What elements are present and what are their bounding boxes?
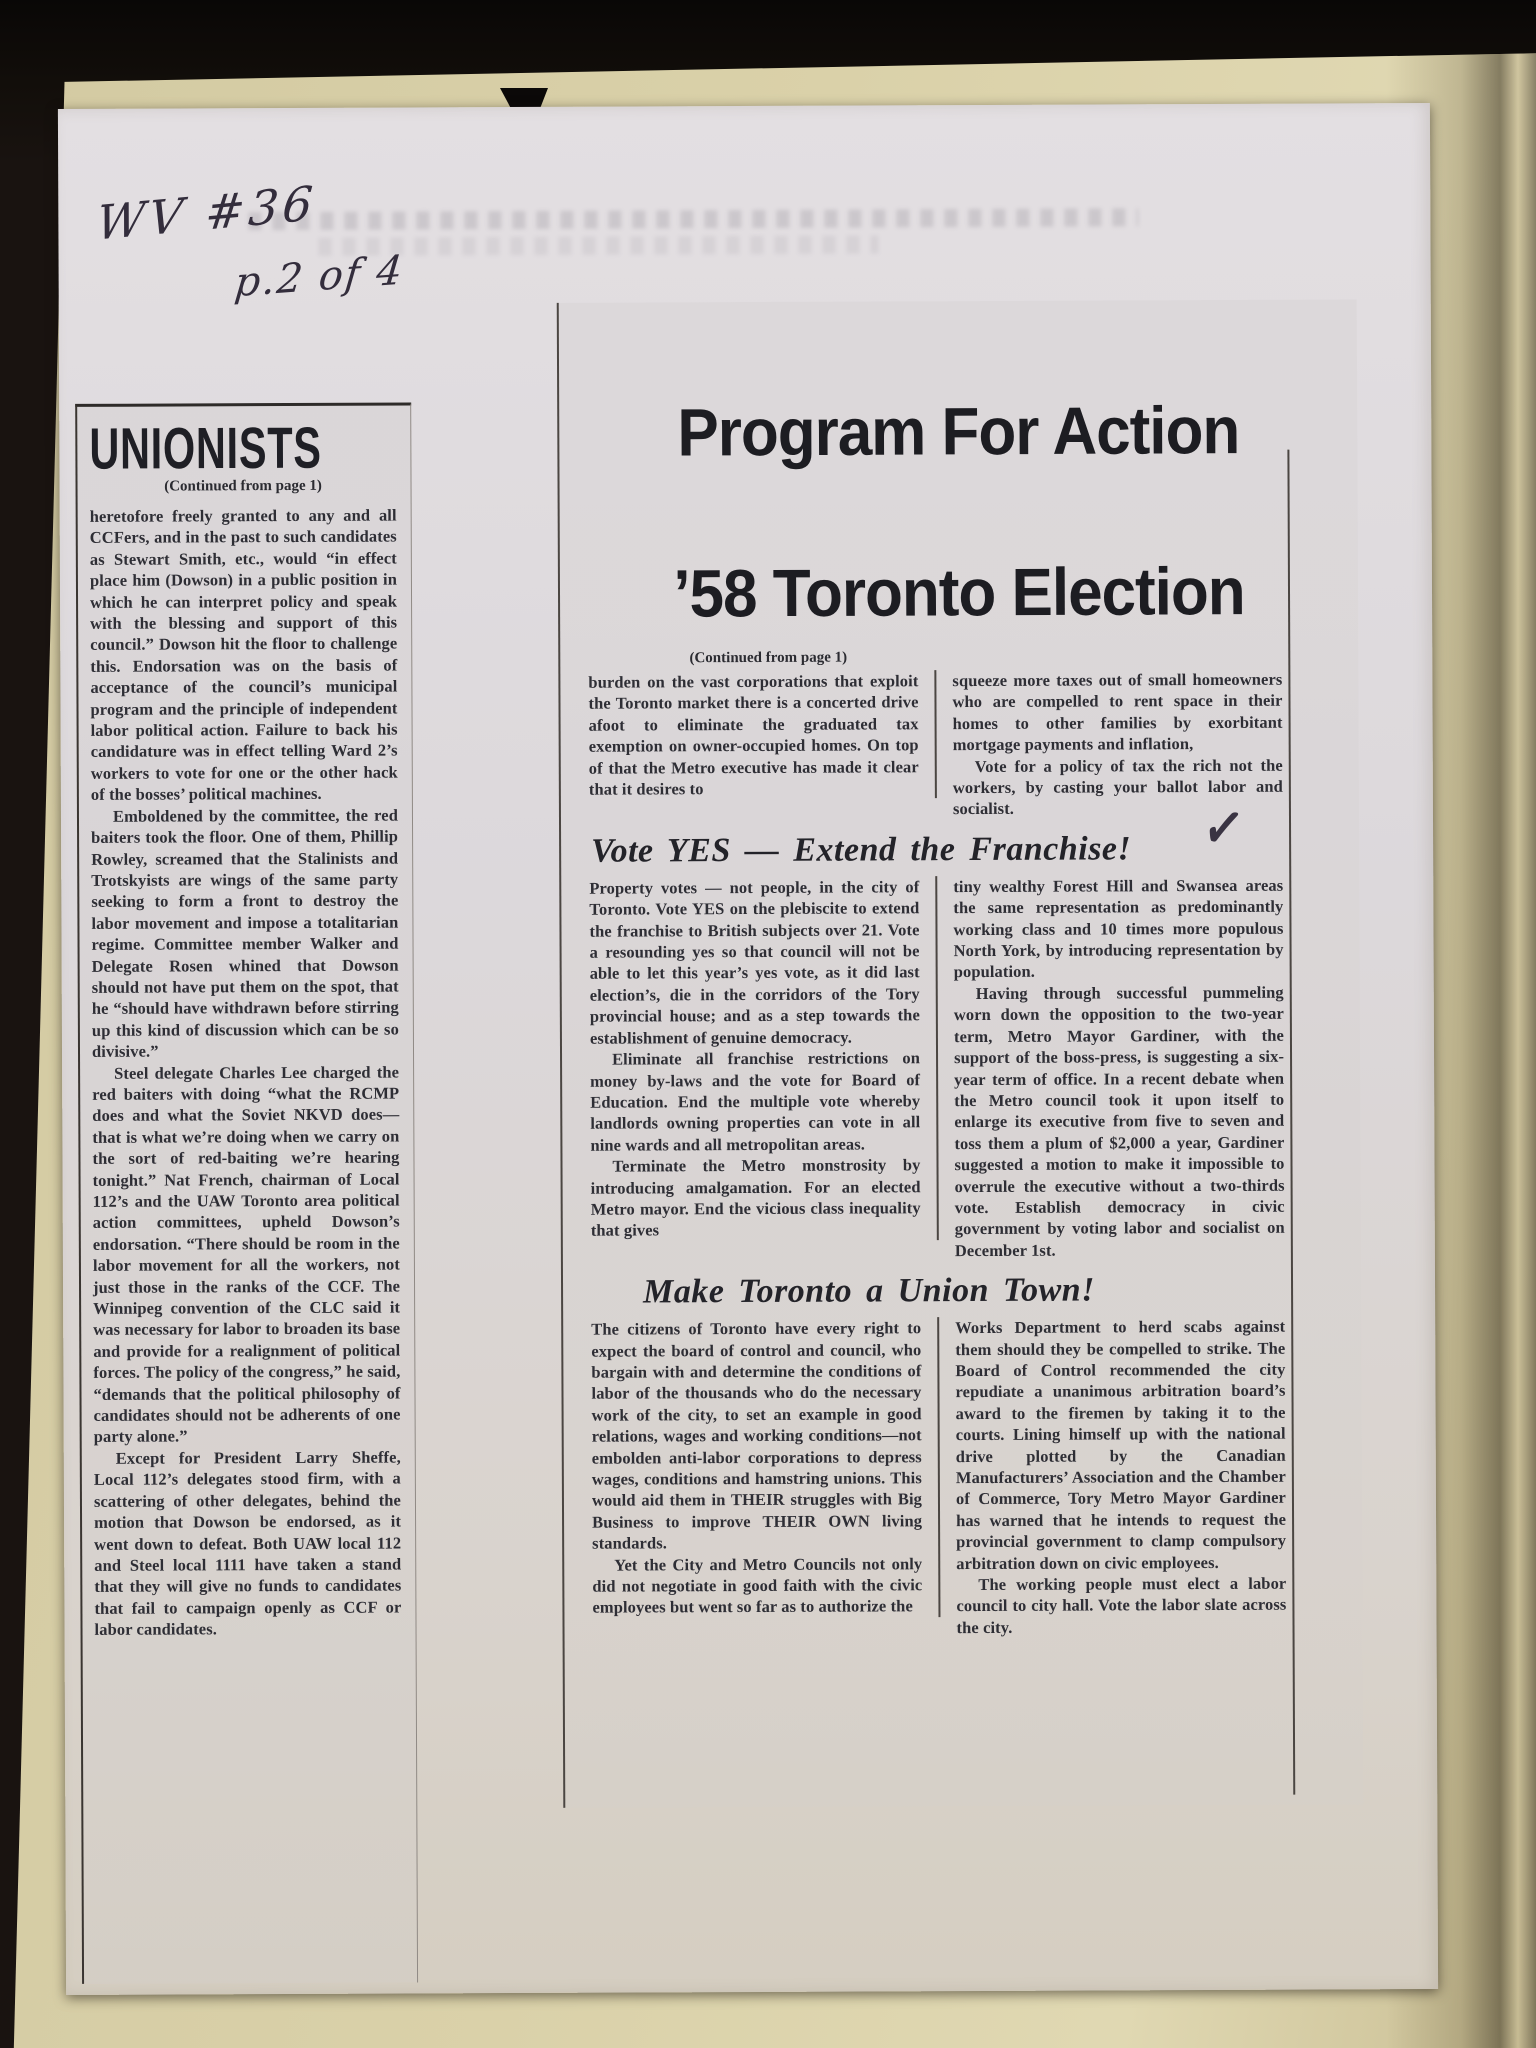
handwritten-checkmark-icon: ✓ xyxy=(1198,793,1249,863)
article-paragraph: heretofore freely granted to any and all CCFers, and in the past to such candidates as Stewart Smith, etc., would “in effect place him (Dowson) in a public position in which he can interpret policy and speak with the blessing and support of this council.” Dowson hit the floor to challenge this. Endorsation was on the basis of acceptance of the council’s municipal program and the principle of independent labor political action. Failure to back his candidature was in effect telling Ward 2’s workers to vote for one or the other hack of the bosses’ political machines. xyxy=(89,505,398,805)
article-paragraph: burden on the vast corporations that exploit the Toronto market there is a concerted drive afoot to eliminate the graduated tax exemption on owner-occupied homes. On top of that the Metro executive has made it clear that it desires to xyxy=(588,671,919,799)
article-paragraph: Terminate the Metro monstrosity by introducing amalgamation. For an elected Metro mayor. End the vicious class inequality that gives xyxy=(590,1155,921,1241)
program-headline-line1: Program For Action xyxy=(677,393,1240,471)
continued-note: (Continued from page 1) xyxy=(689,649,848,667)
subhead-union-town: Make Toronto a Union Town! xyxy=(642,1271,1095,1311)
article-paragraph: The working people must elect a labor council to city hall. Vote the labor slate across the city. xyxy=(956,1573,1287,1637)
article-paragraph: Having through successful pummeling worn down the opposition to the two-year term, Metro Mayor Gardiner, with the support of the boss-press, is suggesting a six-year term of office. In a recent debate when the Metro council took it upon itself to enlarge its executive from five to seven and toss them a plum of $2,000 a year, Gardiner suggested a motion to make it impossible to overrule the executive without a two-thirds vote. Establish democracy in civic government by voting labor and socialist on December 1st. xyxy=(953,982,1285,1260)
article-paragraph: Property votes — not people, in the city of Toronto. Vote YES on the plebiscite to extend the franchise to British subjects over 21. Vote a resounding yes so that council will not be able to let this year’s yes vote, as it did last election’s, die in the corridors of the Tory provincial house; and as a step towards the establishment of genuine democracy. xyxy=(589,877,920,1048)
article-paragraph: Yet the City and Metro Councils not only did not negotiate in good faith with the civic employees but went so far as to authorize the xyxy=(592,1553,923,1618)
article-paragraph: Steel delegate Charles Lee charged the red baiters with doing “what the RCMP does and what the Soviet NKVD does—that is what we’re doing when we carry on the sort of red-baiting we’re hearing tonight.” Nat French, chairman of Local 112’s and the UAW Toronto area political action committees, upheld Dowson’s endorsation. “There should be room in the labor movement for all the workers, not just those in the ranks of the CCF. The Winnipeg convention of the CLC said it was necessary for labor to broaden its base and provide for a realignment of political forces. The policy of the congress,” he said, “demands that the political philosophy of candidates should not be adherents of one party alone.” xyxy=(92,1062,401,1447)
article-paragraph: Except for President Larry Sheffe, Local 112’s delegates stood firm, with a scattering of other delegates, behind the motion that Dowson be endorsed, as it went down to defeat. Both UAW local 112 and Steel local 1111 have taken a stand that they will give no funds to candidates that fail to campaign openly as CCF or labor candidates. xyxy=(93,1447,402,1639)
ink-bleed-through xyxy=(248,208,1138,230)
article-paragraph: squeeze more taxes out of small homeowners who are compelled to rent space in their homes to other families by exorbitant mortgage payments and inflation, xyxy=(952,669,1283,755)
subhead-vote-yes: Vote YES — Extend the Franchise! ✓ xyxy=(591,793,1249,870)
clipping-unionists xyxy=(75,402,418,1983)
section1-column-right xyxy=(937,875,1285,1262)
article-paragraph: The citizens of Toronto have every right to expect the board of control and council, who bargain with and determine the conditions of labor of the thousands who do the necessary work of the city, to set an example in good relations, wages and working conditions—not embolden anti-labor corporations to depress wages, conditions and hamstring unions. This would aid them in THEIR struggles with Big Business to improve THEIR OWN living standards. xyxy=(591,1318,923,1553)
photocopy-sheet xyxy=(58,103,1438,1995)
section2-columns xyxy=(563,1315,1362,1640)
section2-column-left xyxy=(563,1317,940,1618)
article-paragraph: Emboldened by the committee, the red baiters took the floor. One of them, Phillip Rowley, screamed that the Stalinists and Trotskyists are wings of the same party seeking to form a front to destroy the labor movement and impose a totalitarian regime. Committee member Walker and Delegate Rosen whined that Dowson should not have put them on the spot, that he “should have withdrawn before stirring up this kind of discussion which can be so divisive.” xyxy=(91,805,399,1062)
article-paragraph: Works Department to herd scabs against them should they be compelled to strike. The Board of Control recommended the city repudiate a unanimous arbitration board’s award to the firemen by taking it to the courts. Lining himself up with the national drive plotted by the Canadian Manufacturers’ Association and the Chamber of Commerce, Tory Metro Mayor Gardiner has warned that he intends to request the provincial government to clamp compulsory arbitration down on civic employees. xyxy=(955,1316,1287,1573)
article-paragraph: tiny wealthy Forest Hill and Swansea areas the same representation as predominantly working class and 10 times more populous North York, by introducing representation by population. xyxy=(953,875,1284,982)
unionists-headline: UNIONISTS xyxy=(89,414,322,482)
clipping-program-for-action xyxy=(557,299,1364,1807)
section1-column-left xyxy=(561,876,939,1242)
program-headline-line2: ’58 Toronto Election xyxy=(673,554,1245,632)
section1-columns xyxy=(561,874,1361,1263)
handwritten-page-note: p.2 of 4 xyxy=(232,247,407,307)
intro-column-left xyxy=(560,670,937,800)
section2-column-right xyxy=(939,1316,1286,1639)
article-paragraph: Eliminate all franchise restrictions on money by-laws and the vote for Board of Education. End the multiple vote whereby landlords owning properties can vote in all nine wards and all metropolitan areas. xyxy=(590,1048,921,1155)
article-paragraph: Vote for a policy of tax the rich not the workers, by casting your ballot labor and socialist. xyxy=(952,755,1283,819)
continued-note: (Continued from page 1) xyxy=(164,477,322,495)
handwritten-id-code: WV #36 xyxy=(94,175,319,252)
